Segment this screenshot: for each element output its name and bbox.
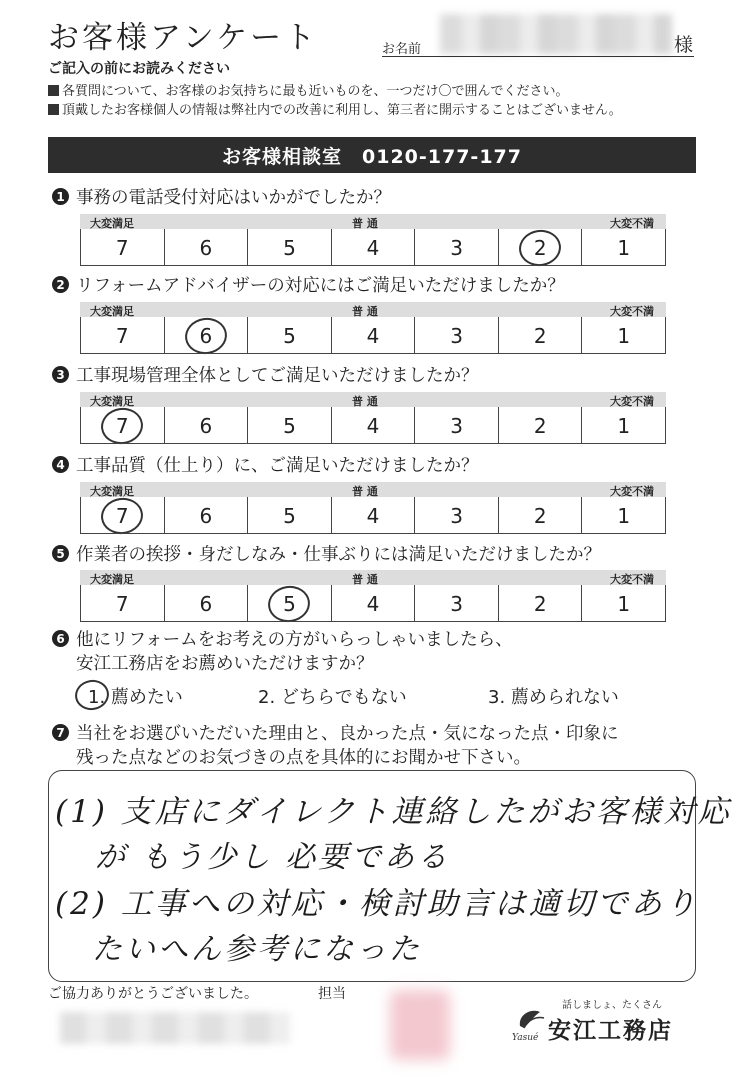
rating-value: 2: [533, 591, 547, 616]
question-5: [52, 541, 601, 566]
rating-value: 1: [617, 323, 631, 348]
selected-circle: [517, 227, 564, 268]
rating-value: 6: [199, 323, 213, 348]
rating-value: 6: [199, 503, 213, 528]
note-2: 頂戴したお客様個人の情報は弊社内での改善に利用し、第三者に開示することはございません。: [48, 99, 622, 118]
scale-header: [80, 392, 666, 407]
question-text: 作業者の挨拶・身だしなみ・仕事ぶりには満足いただけましたか？: [76, 545, 601, 565]
intro-heading: ご記入の前にお読みください: [48, 61, 230, 77]
rating-value: 5: [283, 413, 296, 438]
rating-option[interactable]: [414, 497, 498, 534]
rating-option[interactable]: [498, 407, 582, 444]
rating-value: 2: [533, 235, 547, 260]
question-text: 事務の電話受付対応はいかがでしたか？: [76, 188, 391, 208]
rating-option[interactable]: [247, 229, 331, 266]
scale-label-high: 大変満足: [90, 395, 134, 408]
rating-value: 3: [450, 323, 463, 348]
question-number-badge: 5: [52, 545, 69, 562]
survey-title: お客様アンケート: [48, 20, 319, 56]
rating-option[interactable]: [164, 585, 248, 622]
rating-option[interactable]: [581, 229, 666, 266]
rating-option[interactable]: [414, 407, 498, 444]
rating-scale-5: [80, 570, 666, 622]
question-number-badge: 7: [52, 724, 69, 741]
q6-option-2[interactable]: 2. どちらでもない: [258, 687, 407, 708]
rating-option[interactable]: [247, 317, 331, 354]
rating-value: 5: [283, 591, 296, 616]
rating-value: 5: [283, 503, 296, 528]
rating-value: 4: [366, 323, 380, 348]
rating-option[interactable]: [331, 497, 415, 534]
note-1: 各質問について、お客様のお気持ちに最も近いものを、一つだけ〇で囲んでください。: [48, 80, 568, 99]
rating-value: 2: [533, 323, 547, 348]
question-text: 当社をお選びいただいた理由と、良かった点・気になった点・印象に: [76, 724, 619, 744]
question-2: [52, 272, 565, 297]
rating-scale-1: [80, 214, 666, 266]
question-7-line2: 残った点などのお気づきの点を具体的にお聞かせ下さい。: [76, 748, 531, 768]
tagline: 話しましょ、たくさん: [562, 1000, 662, 1011]
rating-value: 7: [115, 413, 129, 438]
scale-cells: [80, 229, 666, 266]
scale-label-mid: 普 通: [352, 395, 378, 408]
question-number-badge: 1: [52, 188, 69, 205]
redacted-area: [60, 1012, 290, 1044]
redacted-stamp: [390, 990, 450, 1060]
q6-option-1[interactable]: 1. 薦めたい: [88, 687, 183, 708]
scale-label-mid: 普 通: [352, 217, 378, 230]
rating-option[interactable]: [414, 229, 498, 266]
honorific: 様: [674, 34, 694, 56]
selected-circle: [183, 315, 230, 356]
selected-circle: [99, 405, 146, 446]
rating-value: 4: [366, 235, 380, 260]
rating-option[interactable]: [164, 229, 248, 266]
rating-value: 6: [199, 591, 213, 616]
rating-value: 2: [533, 413, 547, 438]
scale-label-high: 大変満足: [90, 305, 134, 318]
rating-option[interactable]: [581, 407, 666, 444]
rating-option[interactable]: [164, 317, 248, 354]
handwritten-line-4: たいへん参考になった: [92, 932, 422, 967]
rating-option[interactable]: [247, 585, 331, 622]
rating-value: 7: [115, 591, 129, 616]
rating-value: 1: [617, 503, 631, 528]
rating-scale-2: [80, 302, 666, 354]
scale-label-low: 大変不満: [610, 305, 654, 318]
company-name: 安江工務店: [548, 1018, 673, 1044]
rating-option[interactable]: [80, 317, 164, 354]
rating-option[interactable]: [331, 317, 415, 354]
scale-cells: [80, 497, 666, 534]
rating-value: 3: [450, 591, 463, 616]
rating-option[interactable]: [164, 497, 248, 534]
question-6: [52, 626, 513, 651]
square-bullet-icon: [48, 104, 59, 115]
rating-value: 4: [366, 413, 380, 438]
rating-option[interactable]: [498, 585, 582, 622]
rating-option[interactable]: [80, 407, 164, 444]
scale-label-mid: 普 通: [352, 573, 378, 586]
rating-option[interactable]: [498, 497, 582, 534]
scale-label-high: 大変満足: [90, 217, 134, 230]
question-4: [52, 452, 479, 477]
rating-value: 3: [450, 413, 463, 438]
question-1: [52, 184, 391, 209]
rating-value: 6: [199, 413, 213, 438]
rating-option[interactable]: [581, 317, 666, 354]
rating-value: 4: [366, 591, 380, 616]
staff-label: 担当: [318, 986, 346, 1002]
scale-label-low: 大変不満: [610, 217, 654, 230]
rating-option[interactable]: [414, 317, 498, 354]
question-number-badge: 4: [52, 456, 69, 473]
scale-cells: [80, 317, 666, 354]
question-3: [52, 362, 479, 387]
rating-option[interactable]: [498, 317, 582, 354]
rating-option[interactable]: [581, 585, 666, 622]
thanks-text: ご協力ありがとうございました。: [48, 986, 258, 1002]
name-label: お名前: [382, 42, 422, 57]
rating-value: 7: [115, 503, 129, 528]
rating-scale-4: [80, 482, 666, 534]
rating-value: 1: [617, 591, 631, 616]
scale-cells: [80, 407, 666, 444]
rating-option[interactable]: [331, 585, 415, 622]
question-text: 他にリフォームをお考えの方がいらっしゃいましたら、: [76, 630, 513, 650]
scale-header: [80, 482, 666, 497]
rating-option[interactable]: [331, 229, 415, 266]
handwritten-line-2: が もう少し 必要である: [95, 840, 451, 875]
question-number-badge: 6: [52, 630, 69, 647]
scale-cells: [80, 585, 666, 622]
scale-label-low: 大変不満: [610, 395, 654, 408]
rating-value: 7: [115, 235, 129, 260]
rating-value: 2: [533, 503, 547, 528]
scale-label-high: 大変満足: [90, 573, 134, 586]
rating-option[interactable]: [414, 585, 498, 622]
rating-option[interactable]: [331, 407, 415, 444]
rating-scale-3: [80, 392, 666, 444]
rating-option[interactable]: [80, 229, 164, 266]
rating-value: 1: [617, 235, 631, 260]
q6-option-3[interactable]: 3. 薦められない: [488, 687, 619, 708]
rating-value: 1: [617, 413, 631, 438]
rating-value: 4: [366, 503, 380, 528]
scale-label-mid: 普 通: [352, 485, 378, 498]
question-7: [52, 720, 619, 745]
name-redacted: [440, 14, 672, 54]
question-number-badge: 3: [52, 366, 69, 383]
rating-option[interactable]: [164, 407, 248, 444]
handwritten-line-1: (1) 支店にダイレクト連絡したがお客様対応: [55, 794, 732, 830]
rating-option[interactable]: [581, 497, 666, 534]
name-underline: [382, 56, 694, 57]
logo-script-text: Yasué: [512, 1033, 539, 1042]
rating-option[interactable]: [80, 497, 164, 534]
square-bullet-icon: [48, 85, 59, 96]
selected-circle: [99, 495, 146, 536]
rating-value: 3: [450, 503, 463, 528]
company-logo-icon: [510, 1006, 550, 1046]
rating-option[interactable]: [247, 407, 331, 444]
support-banner: お客様相談室 0120-177-177: [48, 137, 696, 173]
question-text: 工事品質（仕上り）に、ご満足いただけましたか？: [76, 456, 479, 476]
question-text: リフォームアドバイザーの対応にはご満足いただけましたか？: [76, 276, 565, 296]
rating-value: 5: [283, 323, 296, 348]
scale-label-low: 大変不満: [610, 573, 654, 586]
scale-header: [80, 570, 666, 585]
rating-value: 3: [450, 235, 463, 260]
rating-option[interactable]: [498, 229, 582, 266]
question-text: 工事現場管理全体としてご満足いただけましたか？: [76, 366, 479, 386]
handwritten-line-3: (2) 工事への対応・検討助言は適切であり: [55, 886, 699, 922]
scale-header: [80, 214, 666, 229]
rating-value: 6: [199, 235, 213, 260]
rating-option[interactable]: [247, 497, 331, 534]
question-number-badge: 2: [52, 276, 69, 293]
rating-value: 5: [283, 235, 296, 260]
scale-label-mid: 普 通: [352, 305, 378, 318]
scale-label-low: 大変不満: [610, 485, 654, 498]
rating-option[interactable]: [80, 585, 164, 622]
selected-circle: [266, 583, 313, 624]
rating-value: 7: [115, 323, 129, 348]
question-6-line2: 安江工務店をお薦めいただけますか？: [76, 654, 374, 674]
scale-label-high: 大変満足: [90, 485, 134, 498]
scale-header: [80, 302, 666, 317]
